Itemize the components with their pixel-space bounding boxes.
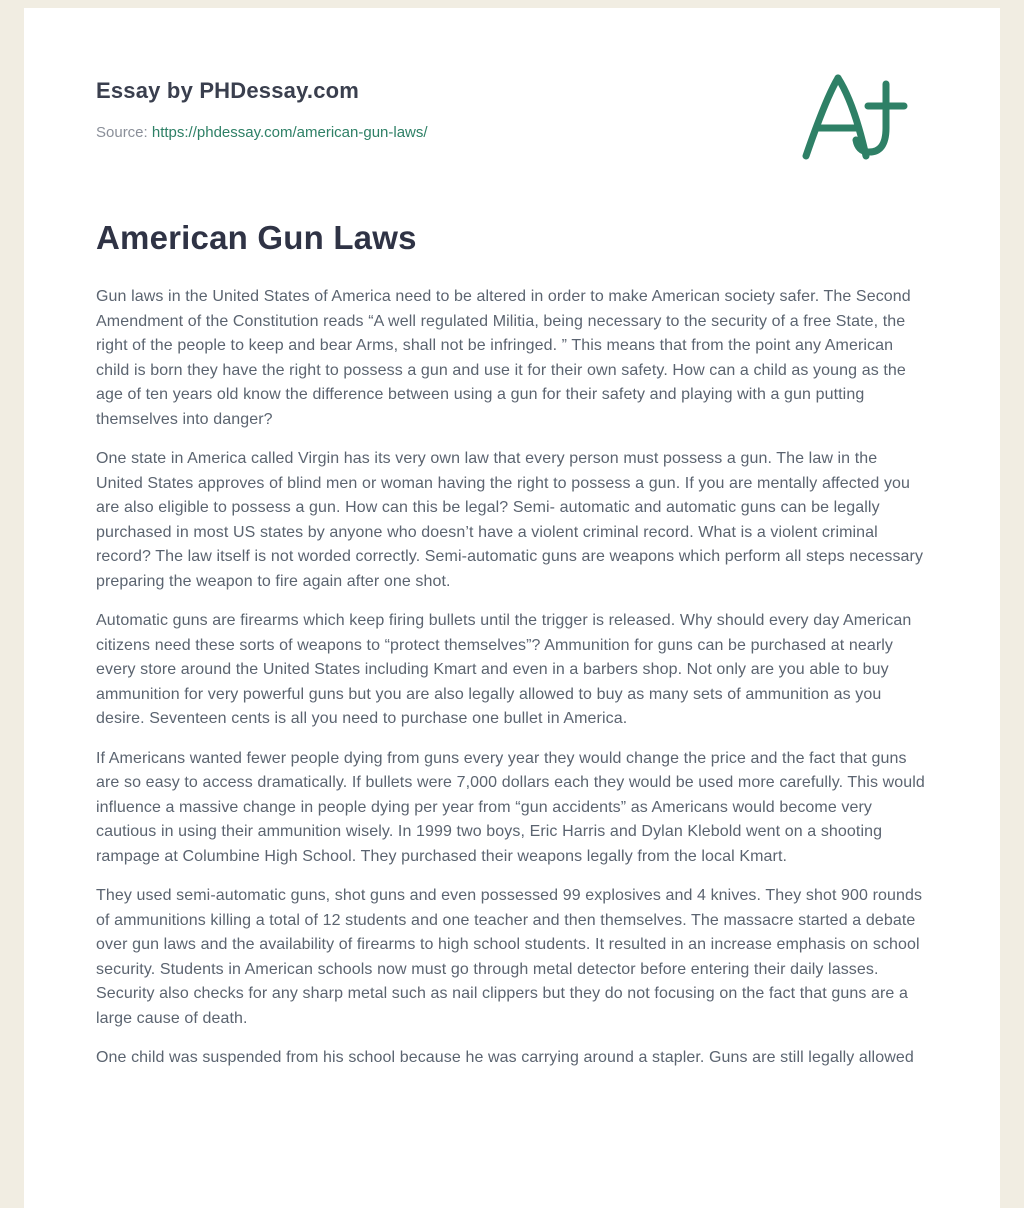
- page-title: American Gun Laws: [96, 219, 417, 256]
- paragraph: Automatic guns are firearms which keep firing bullets until the trigger is released. Why should every day American citizens need these sorts of weapons to “protect themselves”? Ammunition for guns can be purchased at nearly every store around the United States including Kmart and even in a barbers shop. Not only are you able to buy ammunition for very powerful guns but you are also legally allowed to buy as many sets of ammunition as you desire. Seventeen cents is all you need to purchase one bullet in America.: [96, 612, 912, 727]
- phdessay-logo-icon: [798, 68, 908, 163]
- page-header: [96, 78, 928, 141]
- paragraph: One state in America called Virgin has its very own law that every person must possess a gun. The law in the United States approves of blind men or woman having the right to possess a gun. If you are mentally affected you are also eligible to possess a gun. How can this be legal? Semi- automatic and automatic guns can be legally purchased in most US states by anyone who doesn’t have a violent criminal record. What is a violent criminal record? The law itself is not worded correctly. Semi-automatic guns are weapons which perform all steps necessary preparing the weapon to fire again after one shot.: [96, 450, 924, 590]
- source-url-link[interactable]: https://phdessay.com/american-gun-laws/: [151, 124, 428, 141]
- essay-card: [24, 8, 1000, 1208]
- paragraph: If Americans wanted fewer people dying from guns every year they would change the price and the fact that guns are so easy to access dramatically. If bullets were 7,000 dollars each they would be used more carefully. This would influence a massive change in people dying per year from “gun accidents” as Americans would become very cautious in using their ammunition wisely. In 1999 two boys, Eric Harris and Dylan Klebold went on a shooting rampage at Columbine High School. They purchased their weapons legally from the local Kmart.: [96, 749, 925, 865]
- article-body: [96, 285, 928, 1071]
- byline: Essay by PHDessay.com: [96, 78, 360, 103]
- paragraph: One child was suspended from his school because he was carrying around a stapler. Guns are still legally allowed: [96, 1049, 914, 1066]
- paragraph: Gun laws in the United States of America need to be altered in order to make American society safer. The Second Amendment of the Constitution reads “A well regulated Militia, being necessary to the security of a free State, the right of the people to keep and bear Arms, shall not be infringed. ” This means that from the point any American child is born they have the right to possess a gun and use it for their own safety. How can a child as young as the age of ten years old know the difference between using a gun for their safety and playing with a gun putting themselves into danger?: [96, 288, 911, 428]
- source-line: [96, 124, 788, 141]
- paragraph: They used semi-automatic guns, shot guns and even possessed 99 explosives and 4 knives. They shot 900 rounds of ammunitions killing a total of 12 students and one teacher and then themselves. The massacre started a debate over gun laws and the availability of firearms to high school students. It resulted in an increase emphasis on school security. Students in American schools now must go through metal detector before entering their daily lasses. Security also checks for any sharp metal such as nail clippers but they do not focusing on the fact that guns are a large cause of death.: [96, 887, 923, 1027]
- source-label: Source:: [96, 124, 148, 141]
